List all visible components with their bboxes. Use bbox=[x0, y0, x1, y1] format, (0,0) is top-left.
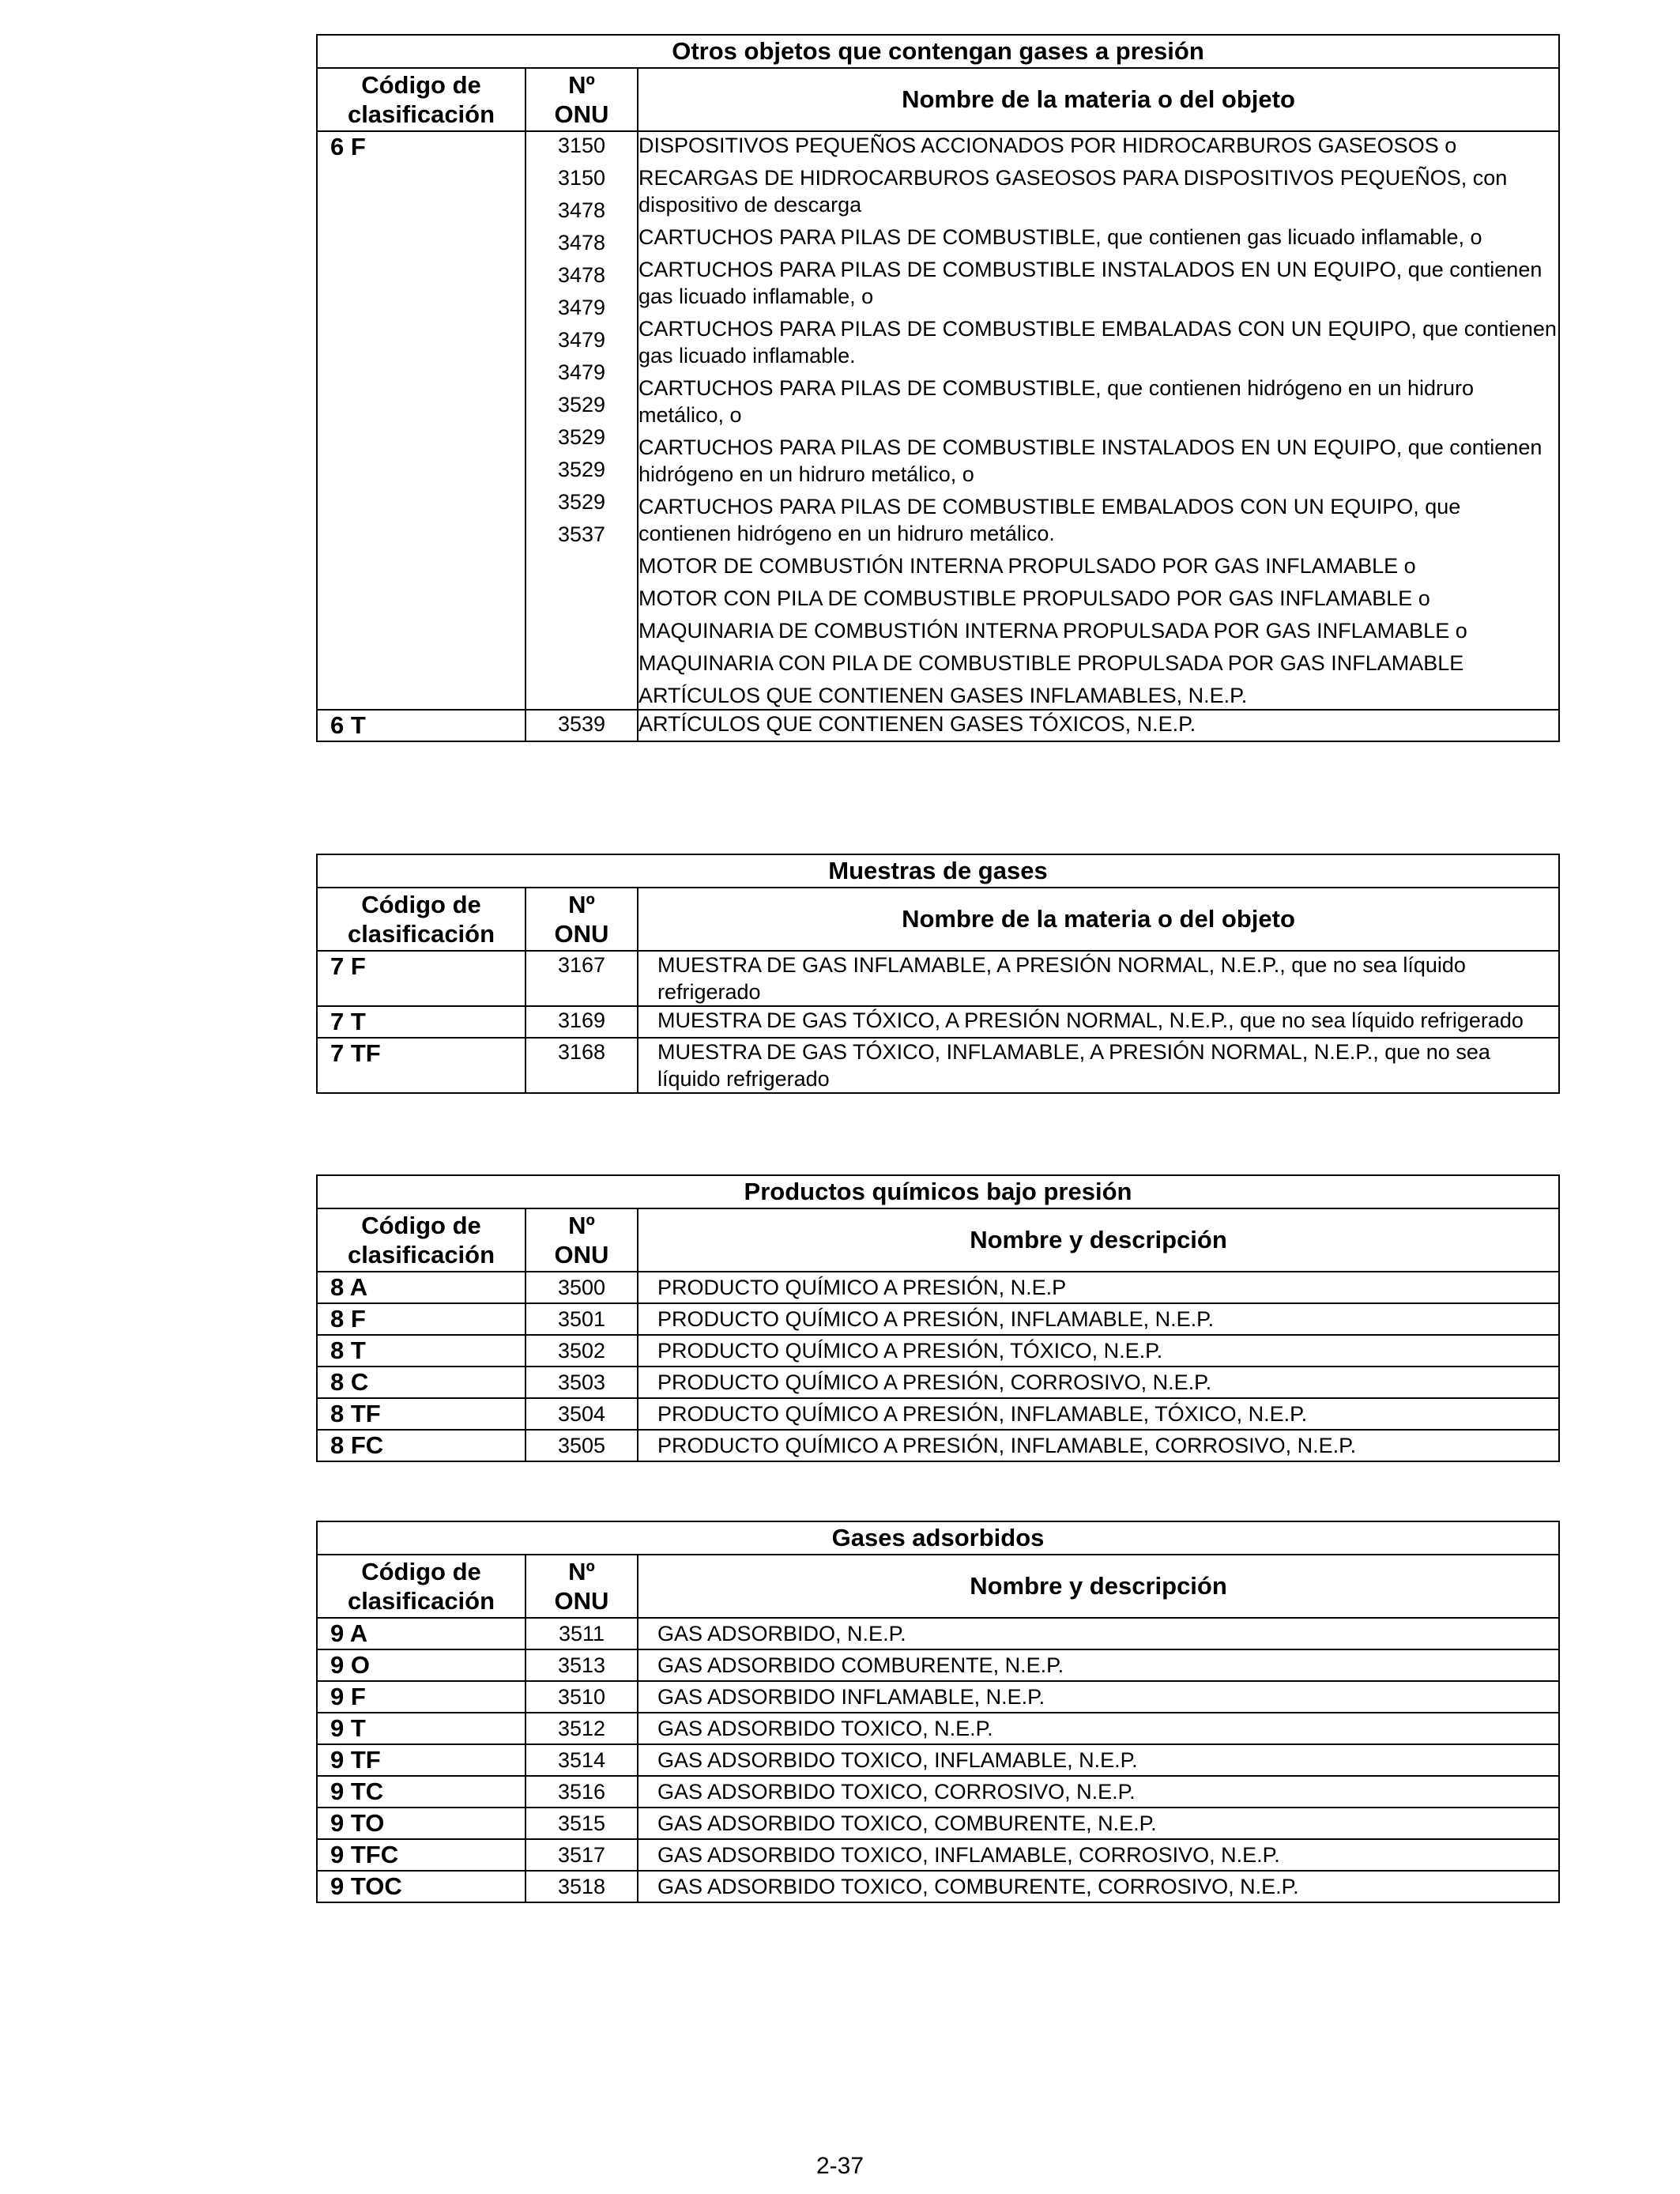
substance-name: PRODUCTO QUÍMICO A PRESIÓN, INFLAMABLE, TÓXICO, N.E.P. bbox=[638, 1398, 1559, 1430]
substance-name: PRODUCTO QUÍMICO A PRESIÓN, TÓXICO, N.E.P. bbox=[638, 1335, 1559, 1367]
onu-number: 3504 bbox=[525, 1398, 638, 1430]
classification-code: 9 TC bbox=[317, 1776, 525, 1808]
header-code: Código de clasificación bbox=[317, 68, 525, 131]
classification-code: 8 F bbox=[317, 1303, 525, 1335]
classification-code: 9 T bbox=[317, 1713, 525, 1744]
substance-name: PRODUCTO QUÍMICO A PRESIÓN, N.E.P bbox=[638, 1272, 1559, 1303]
onu-number: 3501 bbox=[525, 1303, 638, 1335]
onu-number: 3517 bbox=[525, 1839, 638, 1871]
onu-number: 3516 bbox=[525, 1776, 638, 1808]
header-code: Código de clasificación bbox=[317, 888, 525, 951]
substance-name: GAS ADSORBIDO TOXICO, COMBURENTE, CORROSIVO, N.E.P. bbox=[638, 1871, 1559, 1902]
table-row bbox=[317, 1681, 1559, 1713]
onu-number: 3510 bbox=[525, 1681, 638, 1713]
substance-name: PRODUCTO QUÍMICO A PRESIÓN, CORROSIVO, N.E.P. bbox=[638, 1367, 1559, 1398]
table-row bbox=[317, 1871, 1559, 1902]
table-row bbox=[317, 1006, 1559, 1038]
table-row bbox=[317, 1776, 1559, 1808]
onu-number: 3168 bbox=[525, 1038, 638, 1093]
onu-number: 3529 bbox=[557, 425, 606, 449]
onu-number: 3515 bbox=[525, 1808, 638, 1839]
onu-number: 3479 bbox=[557, 360, 606, 384]
table-otros-objetos bbox=[316, 34, 1560, 742]
substance-name: CARTUCHOS PARA PILAS DE COMBUSTIBLE, que contienen hidrógeno en un hidruro metálico, o bbox=[638, 376, 1475, 427]
onu-number: 3502 bbox=[525, 1335, 638, 1367]
classification-code: 8 FC bbox=[317, 1430, 525, 1461]
table-body bbox=[317, 1272, 1559, 1461]
onu-number: 3511 bbox=[525, 1618, 638, 1649]
substance-name: CARTUCHOS PARA PILAS DE COMBUSTIBLE EMBALADAS CON UN EQUIPO, que contienen gas licuado inflamable. bbox=[638, 317, 1557, 368]
onu-number: 3512 bbox=[525, 1713, 638, 1744]
onu-number-cell bbox=[525, 710, 638, 741]
header-onu: Nº ONU bbox=[525, 1555, 638, 1618]
classification-code: 7 F bbox=[317, 951, 525, 1006]
classification-code: 6 F bbox=[317, 131, 525, 710]
substance-name: CARTUCHOS PARA PILAS DE COMBUSTIBLE INSTALADOS EN UN EQUIPO, que contienen gas licuado inflamable, o bbox=[638, 258, 1543, 308]
onu-number-cell bbox=[525, 131, 638, 710]
table-title: Otros objetos que contengan gases a presión bbox=[317, 35, 1559, 68]
onu-number: 3514 bbox=[525, 1744, 638, 1776]
table-row bbox=[317, 1649, 1559, 1681]
substance-name: MAQUINARIA DE COMBUSTIÓN INTERNA PROPULSADA POR GAS INFLAMABLE o bbox=[638, 619, 1467, 643]
classification-code: 8 TF bbox=[317, 1398, 525, 1430]
classification-code: 9 TFC bbox=[317, 1839, 525, 1871]
table-row bbox=[317, 1303, 1559, 1335]
onu-number: 3503 bbox=[525, 1367, 638, 1398]
table-productos-quimicos bbox=[316, 1174, 1560, 1462]
classification-code: 8 T bbox=[317, 1335, 525, 1367]
onu-number: 3539 bbox=[557, 712, 606, 736]
table-row bbox=[317, 1839, 1559, 1871]
classification-code: 9 TO bbox=[317, 1808, 525, 1839]
classification-code: 8 C bbox=[317, 1367, 525, 1398]
table-title: Gases adsorbidos bbox=[317, 1521, 1559, 1555]
table-row bbox=[317, 1808, 1559, 1839]
substance-name-cell bbox=[638, 131, 1559, 710]
table-row bbox=[317, 1272, 1559, 1303]
onu-number: 3478 bbox=[557, 263, 606, 287]
header-code: Código de clasificación bbox=[317, 1208, 525, 1272]
header-code: Código de clasificación bbox=[317, 1555, 525, 1618]
table-row bbox=[317, 1618, 1559, 1649]
table-body bbox=[317, 951, 1559, 1093]
classification-code: 7 T bbox=[317, 1006, 525, 1038]
substance-name: MAQUINARIA CON PILA DE COMBUSTIBLE PROPULSADA POR GAS INFLAMABLE bbox=[638, 651, 1464, 675]
onu-number: 3478 bbox=[557, 198, 606, 222]
substance-name: MUESTRA DE GAS TÓXICO, INFLAMABLE, A PRESIÓN NORMAL, N.E.P., que no sea líquido refrigerado bbox=[638, 1038, 1559, 1093]
table-row bbox=[317, 1713, 1559, 1744]
substance-name: GAS ADSORBIDO, N.E.P. bbox=[638, 1618, 1559, 1649]
classification-code: 9 A bbox=[317, 1618, 525, 1649]
substance-name: MOTOR DE COMBUSTIÓN INTERNA PROPULSADO POR GAS INFLAMABLE o bbox=[638, 554, 1416, 578]
substance-name: PRODUCTO QUÍMICO A PRESIÓN, INFLAMABLE, N.E.P. bbox=[638, 1303, 1559, 1335]
classification-code: 9 TOC bbox=[317, 1871, 525, 1902]
table-body bbox=[317, 131, 1559, 741]
substance-name: MOTOR CON PILA DE COMBUSTIBLE PROPULSADO POR GAS INFLAMABLE o bbox=[638, 586, 1430, 610]
table-row bbox=[317, 1335, 1559, 1367]
onu-number: 3150 bbox=[557, 166, 606, 190]
classification-code: 9 O bbox=[317, 1649, 525, 1681]
substance-name: GAS ADSORBIDO TOXICO, INFLAMABLE, CORROSIVO, N.E.P. bbox=[638, 1839, 1559, 1871]
onu-number: 3505 bbox=[525, 1430, 638, 1461]
table-row bbox=[317, 131, 1559, 710]
header-onu: Nº ONU bbox=[525, 1208, 638, 1272]
substance-name: CARTUCHOS PARA PILAS DE COMBUSTIBLE, que contienen gas licuado inflamable, o bbox=[638, 225, 1482, 249]
onu-number: 3150 bbox=[557, 134, 606, 157]
header-name: Nombre de la materia o del objeto bbox=[638, 888, 1559, 951]
substance-name: RECARGAS DE HIDROCARBUROS GASEOSOS PARA DISPOSITIVOS PEQUEÑOS, con dispositivo de descarga bbox=[638, 166, 1508, 217]
classification-code: 7 TF bbox=[317, 1038, 525, 1093]
onu-number: 3479 bbox=[557, 328, 606, 352]
substance-name: GAS ADSORBIDO TOXICO, CORROSIVO, N.E.P. bbox=[638, 1776, 1559, 1808]
onu-number: 3518 bbox=[525, 1871, 638, 1902]
onu-number: 3529 bbox=[557, 393, 606, 417]
classification-code: 9 TF bbox=[317, 1744, 525, 1776]
table-row bbox=[317, 1398, 1559, 1430]
header-name: Nombre de la materia o del objeto bbox=[638, 68, 1559, 131]
onu-number: 3537 bbox=[557, 522, 606, 546]
substance-name: CARTUCHOS PARA PILAS DE COMBUSTIBLE EMBALADOS CON UN EQUIPO, que contienen hidrógeno en un hidruro metálico. bbox=[638, 495, 1461, 545]
onu-number: 3529 bbox=[557, 458, 606, 481]
header-name: Nombre y descripción bbox=[638, 1555, 1559, 1618]
table-row bbox=[317, 1367, 1559, 1398]
page-number: 2-37 bbox=[816, 2153, 864, 2179]
substance-name-cell bbox=[638, 710, 1559, 741]
onu-number: 3167 bbox=[525, 951, 638, 1006]
onu-number: 3513 bbox=[525, 1649, 638, 1681]
onu-number: 3479 bbox=[557, 296, 606, 319]
table-body bbox=[317, 1618, 1559, 1902]
table-row bbox=[317, 710, 1559, 741]
table-title: Muestras de gases bbox=[317, 854, 1559, 888]
table-muestras-gases bbox=[316, 854, 1560, 1094]
substance-name: CARTUCHOS PARA PILAS DE COMBUSTIBLE INSTALADOS EN UN EQUIPO, que contienen hidrógeno en un hidruro metálico, o bbox=[638, 435, 1543, 486]
table-row bbox=[317, 951, 1559, 1006]
table-row bbox=[317, 1430, 1559, 1461]
substance-name: GAS ADSORBIDO TOXICO, N.E.P. bbox=[638, 1713, 1559, 1744]
substance-name: DISPOSITIVOS PEQUEÑOS ACCIONADOS POR HIDROCARBUROS GASEOSOS o bbox=[638, 134, 1457, 157]
onu-number: 3500 bbox=[525, 1272, 638, 1303]
classification-code: 6 T bbox=[317, 710, 525, 741]
onu-number: 3478 bbox=[557, 231, 606, 254]
table-row bbox=[317, 1744, 1559, 1776]
substance-name: GAS ADSORBIDO INFLAMABLE, N.E.P. bbox=[638, 1681, 1559, 1713]
substance-name: GAS ADSORBIDO COMBURENTE, N.E.P. bbox=[638, 1649, 1559, 1681]
substance-name: PRODUCTO QUÍMICO A PRESIÓN, INFLAMABLE, CORROSIVO, N.E.P. bbox=[638, 1430, 1559, 1461]
onu-number: 3529 bbox=[557, 490, 606, 514]
header-name: Nombre y descripción bbox=[638, 1208, 1559, 1272]
substance-name: MUESTRA DE GAS INFLAMABLE, A PRESIÓN NORMAL, N.E.P., que no sea líquido refrigerado bbox=[638, 951, 1559, 1006]
header-onu: Nº ONU bbox=[525, 68, 638, 131]
classification-code: 8 A bbox=[317, 1272, 525, 1303]
substance-name: GAS ADSORBIDO TOXICO, COMBURENTE, N.E.P. bbox=[638, 1808, 1559, 1839]
substance-name: GAS ADSORBIDO TOXICO, INFLAMABLE, N.E.P. bbox=[638, 1744, 1559, 1776]
substance-name: ARTÍCULOS QUE CONTIENEN GASES INFLAMABLES, N.E.P. bbox=[638, 684, 1248, 707]
header-onu: Nº ONU bbox=[525, 888, 638, 951]
table-gases-adsorbidos bbox=[316, 1521, 1560, 1903]
substance-name: ARTÍCULOS QUE CONTIENEN GASES TÓXICOS, N.E.P. bbox=[638, 712, 1196, 736]
classification-code: 9 F bbox=[317, 1681, 525, 1713]
table-title: Productos químicos bajo presión bbox=[317, 1175, 1559, 1208]
substance-name: MUESTRA DE GAS TÓXICO, A PRESIÓN NORMAL, N.E.P., que no sea líquido refrigerado bbox=[638, 1006, 1559, 1038]
table-row bbox=[317, 1038, 1559, 1093]
onu-number: 3169 bbox=[525, 1006, 638, 1038]
